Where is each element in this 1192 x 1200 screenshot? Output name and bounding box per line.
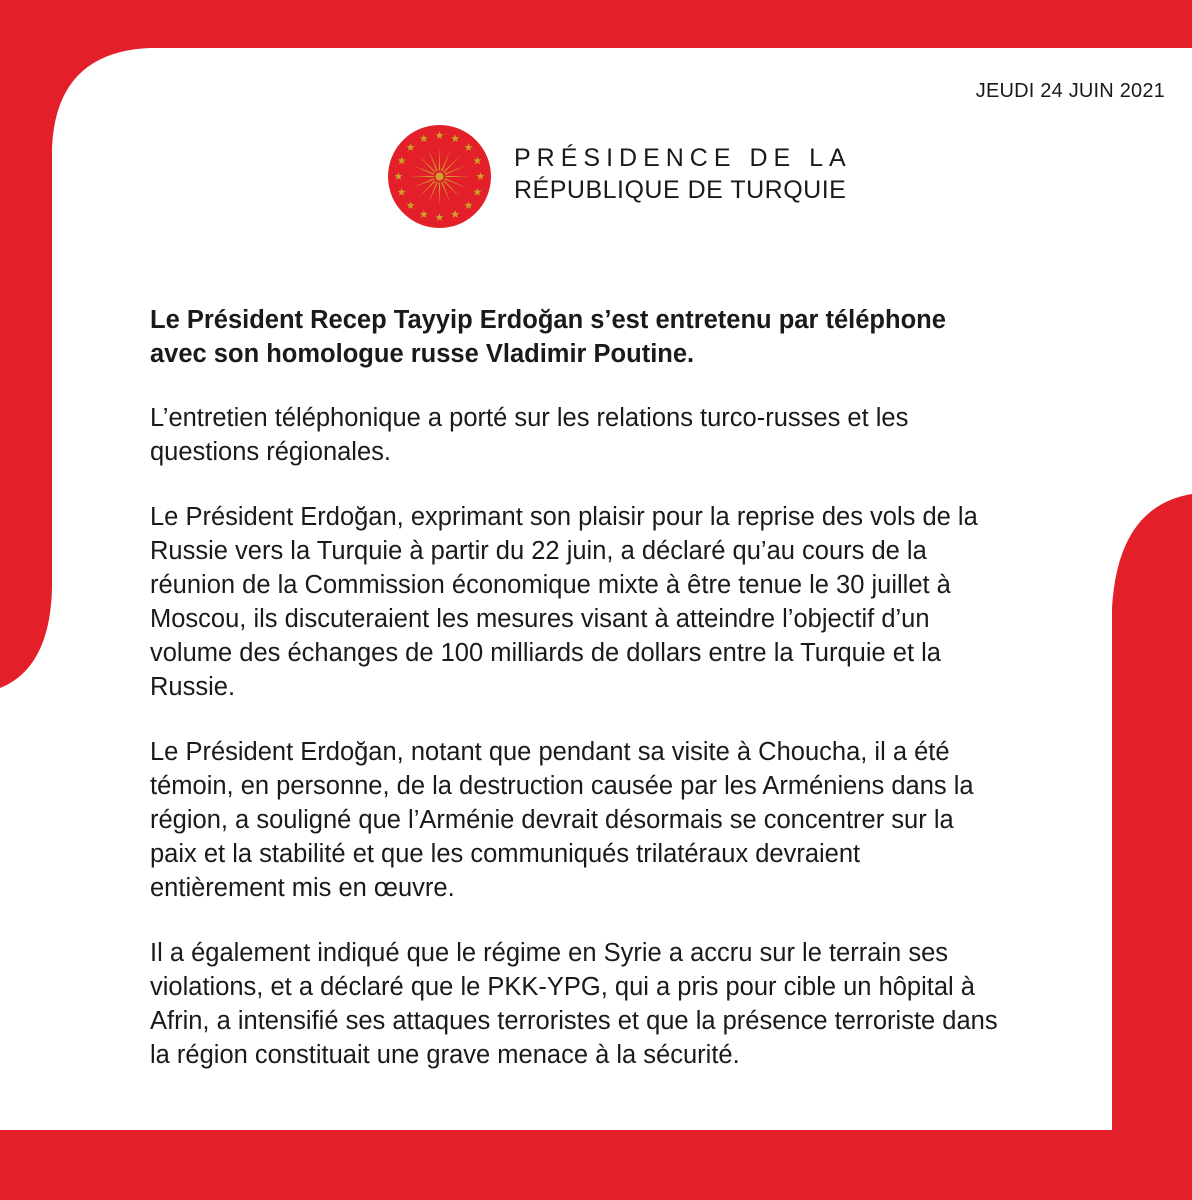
headline: Le Président Recep Tayyip Erdoğan s’est entretenu par téléphone avec son homologue russe Vladimir Poutine. xyxy=(150,306,946,368)
paragraph-4: Il a également indiqué que le régime en Syrie a accru sur le terrain ses violations, et a déclaré que le PKK-YPG, qui a pris pour cible un hôpital à Afrin, a intensifié ses attaques terroristes et que la présence terroriste dans la région constituait une grave menace à la sécurité. xyxy=(150,939,998,1069)
publication-date: JEUDI 24 JUIN 2021 xyxy=(975,80,1165,102)
presidential-seal-icon xyxy=(388,125,491,228)
statement-body xyxy=(150,303,1000,1103)
paragraph-2: Le Président Erdoğan, exprimant son plaisir pour la reprise des vols de la Russie vers la Turquie à partir du 22 juin, a déclaré qu’au cours de la réunion de la Commission économique mixte à être tenue le 30 juillet à Moscou, ils discuteraient les mesures visant à atteindre l’objectif d’un volume des échanges de 100 milliards de dollars entre la Turquie et la Russie. xyxy=(150,503,978,701)
paragraph-3: Le Président Erdoğan, notant que pendant sa visite à Choucha, il a été témoin, en personne, de la destruction causée par les Arméniens dans la région, a souligné que l’Arménie devrait désormais se concentrer sur la paix et la stabilité et que les communiqués trilatéraux devraient entièrement mis en œuvre. xyxy=(150,738,974,902)
organization-name-line1: PRÉSIDENCE DE LA xyxy=(514,144,852,172)
organization-name-line2: RÉPUBLIQUE DE TURQUIE xyxy=(514,176,847,204)
organization-name xyxy=(514,142,852,206)
paragraph-1: L’entretien téléphonique a porté sur les relations turco-russes et les questions régionales. xyxy=(150,404,909,466)
